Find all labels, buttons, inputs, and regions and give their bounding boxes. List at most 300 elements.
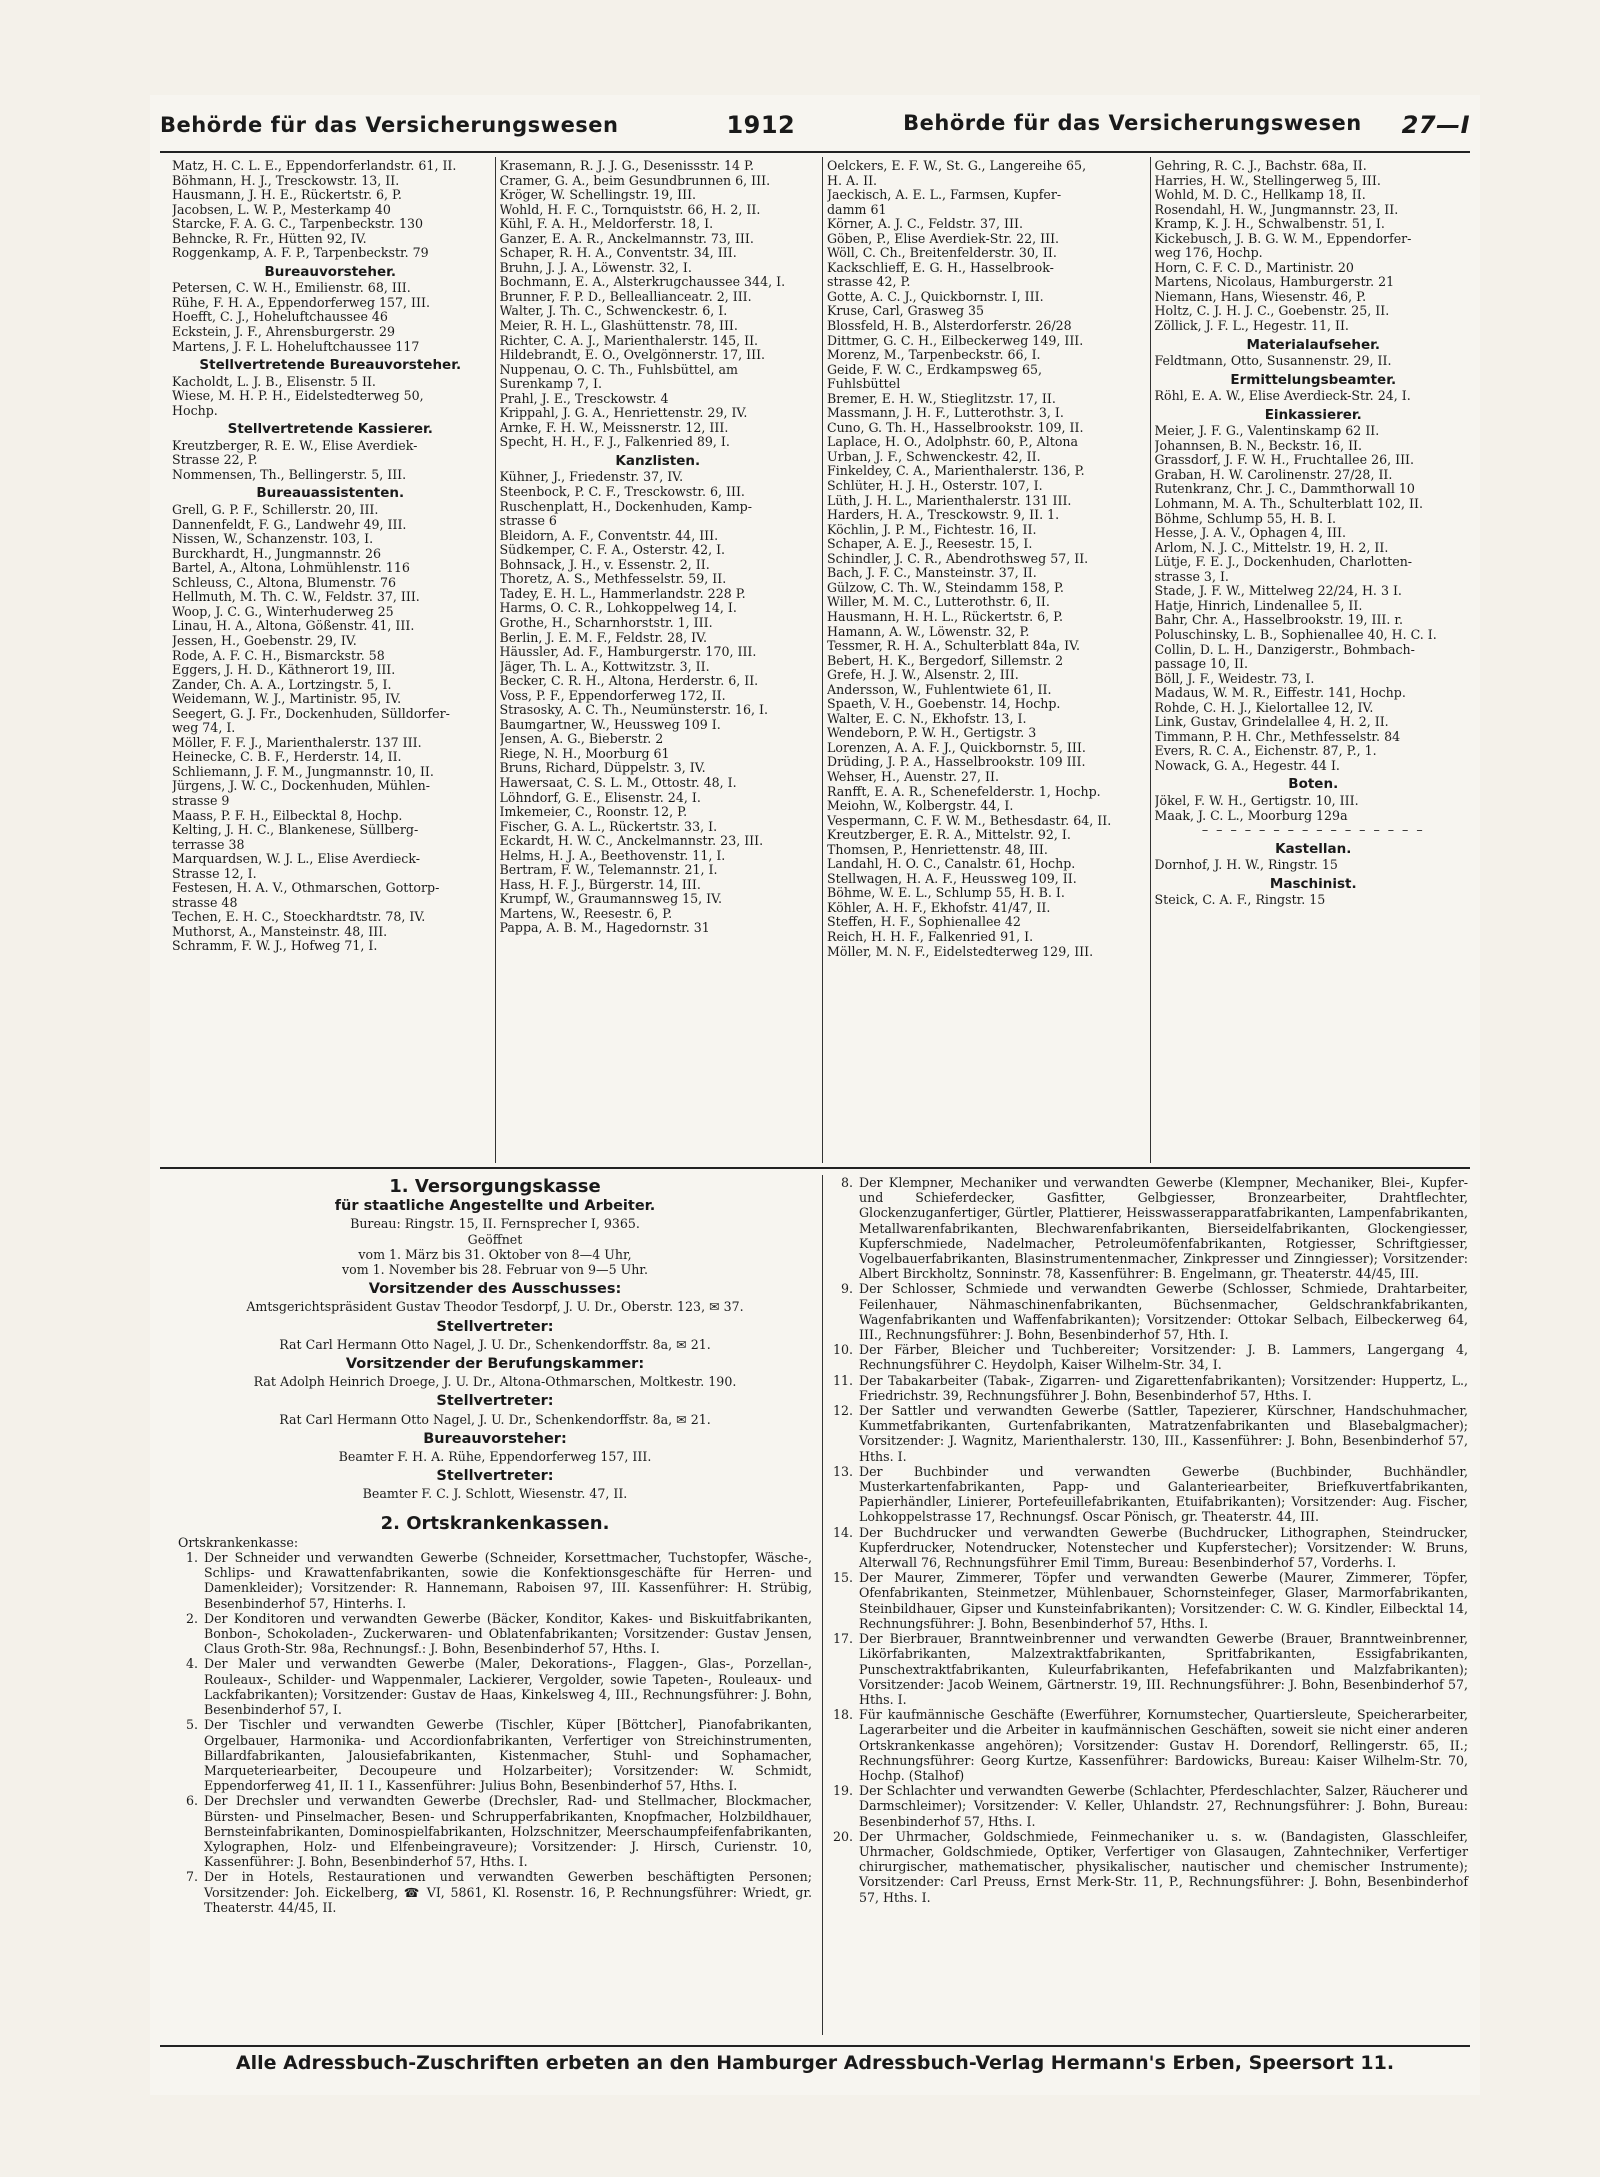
directory-entry: Hildebrandt, E. O., Övelgönnerstr. 17, III. bbox=[499, 348, 766, 363]
directory-entry: Nissen, W., Schanzenstr. 103, I. bbox=[172, 532, 374, 547]
kasse-list-item bbox=[178, 1611, 812, 1657]
kasse-number: 17. bbox=[833, 1631, 854, 1647]
stellvertreter-1: Rat Carl Hermann Otto Nagel, J. U. Dr., Schenkendorffstr. 8a, ✉ 21. bbox=[279, 1336, 711, 1352]
directory-entry: Martens, W., Reesestr. 6, P. bbox=[499, 906, 673, 921]
directory-entry: Niemann, Hans, Wiesenstr. 46, P. bbox=[1154, 289, 1367, 304]
lower-section bbox=[168, 1175, 1478, 2035]
directory-entry: Schramm, F. W. J., Hofweg 71, I. bbox=[172, 939, 378, 954]
staff-column-3 bbox=[823, 157, 1151, 1163]
directory-entry: Wohld, H. F. C., Tornquiststr. 66, H. 2, II. bbox=[499, 202, 761, 217]
kasse-description: Der Buchbinder und verwandten Gewerbe (Buchbinder, Buchhändler, Musterkartenfabrikanten, Papp- und Galanteriearbeiter, Briefkuvertfabrikanten, Papierhändler, Linierer, Portefeuillefabrikanten, Etuifabrikanten); Vorsitzender: Aug. Fischer, Lohkoppelstrasse 17, Rechnungsf. Oscar Pönisch, gr. Theaterstr. 44, III. bbox=[859, 1463, 1468, 1525]
directory-entry: Lüth, J. H. L., Marienthalerstr. 131 III. bbox=[827, 493, 1072, 508]
directory-entry: Fischer, G. A. L., Rückertstr. 33, I. bbox=[499, 819, 718, 834]
directory-entry: Brunner, F. P. D., Belleallianceatr. 2, III. bbox=[499, 289, 752, 304]
kasse-description: Der Schneider und verwandten Gewerbe (Schneider, Korsettmacher, Tuchstopfer, Wäsche-, Schlips- und Krawattenfabrikanten, sowie die Konfektionsgeschäfte für Herren- und Damenkleider); Vorsitzender: R. Hannemann, Raboisen 97, III. Kassenführer: H. Strübig, Besenbinderhof 57, Hinterhs. I. bbox=[204, 1550, 812, 1611]
dashed-divider: – – – – – – – – – – – – – – – – bbox=[1201, 822, 1425, 838]
directory-entry: Behncke, R. Fr., Hütten 92, IV. bbox=[172, 231, 367, 246]
directory-entry: Drüding, J. P. A., Hasselbrookstr. 109 III. bbox=[827, 755, 1086, 770]
directory-entry: Link, Gustav, Grindelallee 4, H. 2, II. bbox=[1154, 715, 1389, 730]
ortskrankenkasse-intro: Ortskrankenkasse: bbox=[178, 1534, 299, 1550]
directory-entry: Bartel, A., Altona, Lohmühlenstr. 116 bbox=[172, 561, 410, 576]
directory-entry: Roggenkamp, A. F. P., Tarpenbeckstr. 79 bbox=[172, 246, 429, 261]
section-heading: Bureauvorsteher. bbox=[264, 263, 396, 280]
versorgungskasse-title: 1. Versorgungskasse bbox=[389, 1176, 601, 1197]
versorgungskasse-subtitle: für staatliche Angestellte und Arbeiter. bbox=[334, 1198, 656, 1215]
section-heading: Ermittelungsbeamter. bbox=[1230, 371, 1397, 388]
kasse-list-item bbox=[833, 1829, 1468, 1905]
kasse-list-item bbox=[833, 1373, 1468, 1403]
directory-entry: Seegert, G. J. Fr., Dockenhuden, Sülldorfer- bbox=[172, 706, 450, 721]
directory-entry: Surenkamp 7, I. bbox=[499, 377, 602, 392]
directory-entry: Eckstein, J. F., Ahrensburgerstr. 29 bbox=[172, 325, 396, 340]
directory-entry: Rode, A. F. C. H., Bismarckstr. 58 bbox=[172, 648, 385, 663]
directory-entry: Berlin, J. E. M. F., Feldstr. 28, IV. bbox=[499, 630, 708, 645]
section-heading: Materialaufseher. bbox=[1246, 336, 1381, 353]
kasse-number: 10. bbox=[833, 1342, 854, 1358]
kasse-list-item bbox=[833, 1281, 1468, 1342]
directory-entry: H. A. II. bbox=[827, 173, 878, 188]
directory-entry: Cuno, G. Th. H., Hasselbrookstr. 109, II. bbox=[827, 420, 1084, 435]
directory-entry: Vespermann, C. F. W. M., Bethesdastr. 64, II. bbox=[827, 813, 1112, 828]
directory-entry: Dittmer, G. C. H., Eilbeckerweg 149, III. bbox=[827, 333, 1084, 348]
ortskrankenkassen-list-right bbox=[833, 1175, 1468, 1905]
kasse-list-item bbox=[833, 1342, 1468, 1372]
directory-entry: Collin, D. L. H., Danzigerstr., Bohmbach- bbox=[1154, 642, 1415, 657]
directory-entry: Dornhof, J. H. W., Ringstr. 15 bbox=[1154, 858, 1338, 873]
staff-columns bbox=[168, 157, 1478, 1163]
page-footer: Alle Adressbuch-Zuschriften erbeten an den Hamburger Adressbuch-Verlag Hermann's Erben, Speersort 11. bbox=[160, 2045, 1470, 2079]
directory-entry: Woop, J. C. G., Winterhuderweg 25 bbox=[172, 604, 394, 619]
kasse-description: Der Bierbrauer, Branntweinbrenner und verwandten Gewerbe (Brauer, Branntweinbrenner, Likörfabrikanten, Malzextraktfabrikanten, Spritfabrikanten, Essigfabrikanten, Punschextraktfabrikanten, Kuleurfabrikanten, Hefefabrikanten und Malzfabrikanten); Vorsitzender: Jacob Weinem, Gärtnerstr. 19, III. Rechnungsführer: J. Bohn, Besenbinderhof 57, Hths. I. bbox=[859, 1631, 1468, 1707]
directory-entry: Rohde, C. H. J., Kielortallee 12, IV. bbox=[1154, 700, 1374, 715]
kasse-list-item bbox=[833, 1175, 1468, 1281]
section-heading: Stellvertretende Kassierer. bbox=[227, 421, 433, 438]
kasse-list-item bbox=[833, 1570, 1468, 1631]
directory-page bbox=[150, 95, 1480, 2095]
directory-entry: Böhme, Schlump 55, H. B. I. bbox=[1154, 511, 1337, 526]
directory-entry: Reich, H. H. F., Falkenried 91, I. bbox=[827, 929, 1034, 944]
directory-entry: Riege, N. H., Moorburg 61 bbox=[499, 746, 670, 761]
directory-entry: Möller, F. F. J., Marienthalerstr. 137 III. bbox=[172, 735, 422, 750]
directory-entry: Kackschlieff, E. G. H., Hasselbrook- bbox=[827, 260, 1054, 275]
directory-entry: Oelckers, E. F. W., St. G., Langereihe 65, bbox=[827, 159, 1087, 173]
kasse-number: 12. bbox=[833, 1403, 854, 1419]
directory-entry: Bleidorn, A. F., Conventstr. 44, III. bbox=[499, 528, 719, 543]
directory-entry: Kühl, F. A. H., Meldorferstr. 18, I. bbox=[499, 217, 714, 232]
directory-entry: Bremer, E. H. W., Stieglitzstr. 17, II. bbox=[827, 391, 1056, 406]
directory-entry: Schliemann, J. F. M., Jungmannstr. 10, II. bbox=[172, 764, 434, 779]
directory-entry: Voss, P. F., Eppendorferweg 172, II. bbox=[499, 688, 726, 703]
directory-entry: Maak, J. C. L., Moorburg 129a bbox=[1154, 808, 1348, 823]
directory-entry: Laplace, H. O., Adolphstr. 60, P., Altona bbox=[827, 435, 1079, 450]
directory-entry: Zander, Ch. A. A., Lortzingstr. 5, I. bbox=[172, 677, 392, 692]
directory-entry: weg 176, Hochp. bbox=[1154, 246, 1263, 261]
directory-entry: Maass, P. F. H., Eilbecktal 8, Hochp. bbox=[172, 808, 403, 823]
kasse-number: 9. bbox=[840, 1281, 853, 1297]
kasse-list-item bbox=[833, 1464, 1468, 1525]
directory-entry: Blossfeld, H. B., Alsterdorferstr. 26/28 bbox=[827, 319, 1072, 334]
versorgungskasse-bureau: Bureau: Ringstr. 15, II. Fernsprecher I, 9365. bbox=[350, 1216, 640, 1232]
stellvertreter-2: Rat Carl Hermann Otto Nagel, J. U. Dr., Schenkendorffstr. 8a, ✉ 21. bbox=[279, 1411, 711, 1427]
kasse-description: Der in Hotels, Restaurationen und verwandten Gewerben beschäftigten Personen; Vorsitzender: Joh. Eickelberg, ☎ VI, 5861, Kl. Rosenstr. 16, P. Rechnungsführer: Wriedt, gr. Theaterstr. 44/45, II. bbox=[204, 1869, 812, 1915]
directory-entry: Walter, E. C. N., Ekhofstr. 13, I. bbox=[827, 711, 1027, 726]
directory-entry: Fuhlsbüttel bbox=[827, 377, 901, 392]
kasse-list-item bbox=[178, 1656, 812, 1717]
section-heading: Maschinist. bbox=[1269, 875, 1357, 892]
directory-entry: Bohnsack, J. H., v. Essenstr. 2, II. bbox=[499, 557, 710, 572]
directory-entry: Horn, C. F. C. D., Martinistr. 20 bbox=[1154, 260, 1354, 275]
directory-entry: Schaper, A. E. J., Reesestr. 15, I. bbox=[827, 537, 1033, 552]
directory-entry: Hochp. bbox=[172, 403, 218, 418]
directory-entry: damm 61 bbox=[827, 202, 887, 217]
kasse-number: 2. bbox=[185, 1610, 198, 1626]
directory-entry: Ranfft, E. A. R., Schenefelderstr. 1, Hochp. bbox=[827, 784, 1101, 799]
directory-entry: Grefe, H. J. W., Alsenstr. 2, III. bbox=[827, 668, 1019, 683]
directory-entry: Hoefft, C. J., Hoheluftchaussee 46 bbox=[172, 310, 388, 325]
directory-entry: Andersson, W., Fuhlentwiete 61, II. bbox=[827, 682, 1052, 697]
versorgungskasse-hours-1: vom 1. März bis 31. Oktober von 8—4 Uhr, bbox=[358, 1246, 632, 1262]
section-heading: Boten. bbox=[1288, 776, 1339, 793]
directory-entry: Jökel, F. W. H., Gertigstr. 10, III. bbox=[1154, 793, 1359, 808]
bureauvorsteher: Beamter F. H. A. Rühe, Eppendorferweg 157, III. bbox=[338, 1449, 652, 1465]
berufungskammer-heading: Vorsitzender der Berufungskammer: bbox=[345, 1356, 645, 1373]
directory-entry: Rutenkranz, Chr. J. C., Dammthorwall 10 bbox=[1154, 482, 1415, 497]
kasse-description: Der Tabakarbeiter (Tabak-, Zigarren- und Zigarettenfabrikanten); Vorsitzender: Huppertz, L., Friedrichstr. 39, Rechnungsführer J. Bohn, Besenbinderhof 57, Hths. I. bbox=[859, 1372, 1468, 1403]
directory-entry: Martens, J. F. L. Hoheluftchaussee 117 bbox=[172, 339, 420, 354]
directory-entry: Jensen, A. G., Bieberstr. 2 bbox=[499, 732, 664, 747]
versorgungskasse-hours-2: vom 1. November bis 28. Februar von 9—5 Uhr. bbox=[342, 1262, 648, 1278]
directory-entry: Grothe, H., Scharnhorststr. 1, III. bbox=[499, 615, 713, 630]
directory-entry: Eckardt, H. W. C., Anckelmannstr. 23, III. bbox=[499, 834, 764, 849]
directory-entry: Madaus, W. M. R., Eiffestr. 141, Hochp. bbox=[1154, 686, 1406, 701]
kasse-list-item bbox=[833, 1631, 1468, 1707]
page-header bbox=[160, 105, 1470, 145]
section-heading: Bureauassistenten. bbox=[256, 485, 405, 502]
kasse-description: Der Tischler und verwandten Gewerbe (Tischler, Küper [Böttcher], Pianofabrikanten, Orgelbauer, Harmonika- und Accordionfabrikanten, Verfertiger von Streichinstrumenten, Billardfabrikanten, Jalousiefabrikanten, Kistenmacher, Stuhl- und Sophamacher, Marqueteriearbeiter, Decoupeure und Holzarbeiter); Vorsitzender: W. Schmidt, Eppendorferweg 41, II. 1 I., Kassenführer: Julius Bohn, Besenbinderhof 57, Hths. I. bbox=[204, 1717, 812, 1794]
directory-entry: Wiese, M. H. P. H., Eidelstedterweg 50, bbox=[172, 389, 424, 404]
directory-entry: Kacholdt, L. J. B., Elisenstr. 5 II. bbox=[172, 374, 376, 389]
directory-entry: Krumpf, W., Graumannsweg 15, IV. bbox=[499, 892, 723, 907]
directory-entry: Wohld, M. D. C., Hellkamp 18, II. bbox=[1154, 188, 1366, 203]
directory-entry: Imkemeier, C., Roonstr. 12, P. bbox=[499, 805, 688, 820]
section-heading: Kanzlisten. bbox=[615, 452, 701, 469]
directory-entry: Eggers, J. H. D., Käthnerort 19, III. bbox=[172, 663, 396, 678]
directory-entry: Becker, C. R. H., Altona, Herderstr. 6, II. bbox=[499, 674, 759, 689]
kasse-description: Der Schlosser, Schmiede und verwandten Gewerbe (Schlosser, Schmiede, Drahtarbeiter, Feilenhauer, Nähmaschinenfabrikanten, Büchsenmacher, Geldschrankfabrikanten, Wagenfabrikanten und Waffenfabrikanten); Vorsitzender: Ottokar Selbach, Eilbeckerweg 64, III., Rechnungsführer: J. Bohn, Besenbinderhof 57, Hth. I. bbox=[859, 1281, 1468, 1343]
directory-entry: Köchlin, J. P. M., Fichtestr. 16, II. bbox=[827, 522, 1037, 537]
directory-entry: weg 74, I. bbox=[172, 721, 236, 736]
directory-entry: Graban, H. W. Carolinenstr. 27/28, II. bbox=[1154, 467, 1393, 482]
directory-entry: Krippahl, J. G. A., Henriettenstr. 29, IV. bbox=[499, 406, 748, 421]
directory-entry: Böhmann, H. J., Tresckowstr. 13, II. bbox=[172, 173, 400, 188]
lower-left-column bbox=[168, 1175, 823, 2035]
directory-entry: Richter, C. A. J., Marienthalerstr. 145, II. bbox=[499, 333, 759, 348]
kasse-description: Der Sattler und verwandten Gewerbe (Sattler, Tapezierer, Kürschner, Handschuhmacher, Kummetfabrikanten, Gurtenfabrikanten, Matratzenfabrikanten und Blasebalgmacher); Vorsitzender: J. Wagnitz, Marienthalerstr. 130, III., Kassenführer: J. Bohn, Besenbinderhof 57, Hths. I. bbox=[859, 1403, 1468, 1464]
directory-entry: Grassdorf, J. F. W. H., Fruchtallee 26, III. bbox=[1154, 453, 1415, 468]
directory-entry: Steenbock, P. C. F., Tresckowstr. 6, III. bbox=[499, 485, 745, 500]
kasse-list-item bbox=[178, 1717, 812, 1793]
directory-entry: Kickebusch, J. B. G. W. M., Eppendorfer- bbox=[1154, 231, 1412, 246]
kasse-list-item bbox=[833, 1783, 1468, 1829]
directory-entry: Linau, H. A., Altona, Gößenstr. 41, III. bbox=[172, 619, 415, 634]
directory-entry: Strasse 12, I. bbox=[172, 866, 257, 881]
kasse-number: 4. bbox=[185, 1656, 198, 1672]
directory-entry: Urban, J. F., Schwenckestr. 42, II. bbox=[827, 449, 1041, 464]
directory-entry: Prahl, J. E., Tresckowstr. 4 bbox=[499, 391, 669, 406]
directory-entry: Wendeborn, P. W. H., Gertigstr. 3 bbox=[827, 726, 1037, 741]
kasse-number: 11. bbox=[833, 1372, 854, 1388]
directory-entry: Südkemper, C. F. A., Osterstr. 42, I. bbox=[499, 543, 726, 558]
directory-entry: Hausmann, H. H. L., Rückertstr. 6, P. bbox=[827, 609, 1064, 624]
kasse-description: Der Konditoren und verwandten Gewerbe (Bäcker, Konditor, Kakes- und Biskuitfabrikanten, Bonbon-, Schokoladen-, Zuckerwaren- und Oblatenfabrikanten; Vorsitzender: Gustav Jensen, Claus Groth-Str. 98a, Rechnungsf.: J. Bohn, Besenbinderhof 57, Hths. I. bbox=[204, 1610, 812, 1657]
lower-right-column bbox=[823, 1175, 1478, 2035]
directory-entry: Petersen, C. W. H., Emilienstr. 68, III. bbox=[172, 281, 411, 296]
directory-entry: Geide, F. W. C., Erdkampsweg 65, bbox=[827, 362, 1042, 377]
directory-entry: Lorenzen, A. A. F. J., Quickbornstr. 5, III. bbox=[827, 740, 1086, 755]
directory-entry: Specht, H. H., F. J., Falkenried 89, I. bbox=[499, 435, 730, 450]
kasse-list-item bbox=[178, 1869, 812, 1915]
directory-entry: Ruschenplatt, H., Dockenhuden, Kamp- bbox=[499, 499, 752, 514]
directory-entry: Marquardsen, W. J. L., Elise Averdieck- bbox=[172, 852, 421, 867]
directory-entry: Landahl, H. O. C., Canalstr. 61, Hochp. bbox=[827, 857, 1076, 872]
staff-column-4 bbox=[1151, 157, 1479, 1163]
directory-entry: Hellmuth, M. Th. C. W., Feldstr. 37, III. bbox=[172, 590, 420, 605]
stellvertreter-3: Beamter F. C. J. Schlott, Wiesenstr. 47, II. bbox=[362, 1486, 628, 1502]
directory-entry: Hawersaat, C. S. L. M., Ottostr. 48, I. bbox=[499, 775, 737, 790]
directory-entry: Tadey, E. H. L., Hammerlandstr. 228 P. bbox=[499, 586, 746, 601]
directory-entry: Stellwagen, H. A. F., Heussweg 109, II. bbox=[827, 871, 1077, 886]
directory-entry: Jürgens, J. W. C., Dockenhuden, Mühlen- bbox=[172, 779, 431, 794]
directory-entry: Heinecke, C. B. F., Herderstr. 14, II. bbox=[172, 750, 402, 765]
directory-entry: Lohmann, M. A. Th., Schulterblatt 102, II. bbox=[1154, 497, 1423, 512]
directory-entry: Kruse, Carl, Grasweg 35 bbox=[827, 304, 985, 319]
directory-entry: Wöll, C. Ch., Breitenfelderstr. 30, II. bbox=[827, 246, 1057, 261]
kasse-number: 8. bbox=[840, 1175, 853, 1190]
directory-entry: Ganzer, E. A. R., Anckelmannstr. 73, III. bbox=[499, 231, 754, 246]
stellvertreter-heading-1: Stellvertreter: bbox=[436, 1318, 554, 1335]
directory-entry: Willer, M. M. C., Lutterothstr. 6, II. bbox=[827, 595, 1050, 610]
directory-entry: strasse 6 bbox=[499, 514, 557, 529]
directory-entry: Köhler, A. H. F., Ekhofstr. 41/47, II. bbox=[827, 900, 1051, 915]
directory-entry: Steick, C. A. F., Ringstr. 15 bbox=[1154, 893, 1326, 908]
directory-entry: Strasosky, A. C. Th., Neumünsterstr. 16, I. bbox=[499, 703, 769, 718]
kasse-description: Der Buchdrucker und verwandten Gewerbe (Buchdrucker, Lithographen, Steindrucker, Kupferdrucker, Notendrucker, Notenstecher und Kupferstecher); Vorsitzender: W. Bruns, Alterwall 76, Rechnungsführer Emil Timm, Bureau: Besenbinderhof 57, Vorderhs. I. bbox=[859, 1524, 1468, 1571]
vorsitzender: Amtsgerichtspräsident Gustav Theodor Tesdorpf, J. U. Dr., Oberstr. 123, ✉ 37. bbox=[246, 1299, 744, 1315]
directory-entry: Starcke, F. A. G. C., Tarpenbeckstr. 130 bbox=[172, 217, 424, 232]
directory-entry: Kreutzberger, E. R. A., Mittelstr. 92, I. bbox=[827, 828, 1071, 843]
directory-entry: Nommensen, Th., Bellingerstr. 5, III. bbox=[172, 467, 407, 482]
directory-entry: Jäger, Th. L. A., Kottwitzstr. 3, II. bbox=[499, 659, 710, 674]
directory-entry: Grell, G. P. F., Schillerstr. 20, III. bbox=[172, 503, 379, 518]
directory-entry: Gehring, R. C. J., Bachstr. 68a, II. bbox=[1154, 159, 1367, 173]
directory-entry: Meiohn, W., Kolbergstr. 44, I. bbox=[827, 799, 1014, 814]
directory-entry: Bahr, Chr. A., Hasselbrookstr. 19, III. r. bbox=[1154, 613, 1404, 628]
directory-entry: Gülzow, C. Th. W., Steindamm 158, P. bbox=[827, 580, 1064, 595]
directory-entry: Lütje, F. E. J., Dockenhuden, Charlotten- bbox=[1154, 555, 1413, 570]
staff-column-2 bbox=[496, 157, 824, 1163]
directory-entry: Walter, J. Th. C., Schwenckestr. 6, I. bbox=[499, 304, 728, 319]
page-number: 27—I bbox=[1401, 111, 1470, 139]
directory-entry: Kröger, W. Schellingstr. 19, III. bbox=[499, 188, 697, 203]
directory-entry: Steffen, H. F., Sophienallee 42 bbox=[827, 915, 1021, 930]
directory-entry: Cramer, G. A., beim Gesundbrunnen 6, III. bbox=[499, 173, 771, 188]
kasse-description: Der Färber, Bleicher und Tuchbereiter; Vorsitzender: J. B. Lammers, Langergang 4, Rechnungsführer C. Heydolph, Kaiser Wilhelm-Str. 34, I. bbox=[859, 1342, 1468, 1373]
directory-entry: Massmann, J. H. F., Lutterothstr. 3, I. bbox=[827, 406, 1064, 421]
directory-entry: Evers, R. C. A., Eichenstr. 87, P., 1. bbox=[1154, 744, 1377, 759]
directory-entry: Nowack, G. A., Hegestr. 44 I. bbox=[1154, 758, 1340, 773]
directory-entry: Weidemann, W. J., Martinistr. 95, IV. bbox=[172, 692, 402, 707]
directory-entry: Pappa, A. B. M., Hagedornstr. 31 bbox=[499, 921, 710, 936]
directory-entry: Thomsen, P., Henriettenstr. 48, III. bbox=[827, 842, 1048, 857]
directory-entry: Röhl, E. A. W., Elise Averdieck-Str. 24, I. bbox=[1154, 389, 1411, 404]
directory-entry: Nuppenau, O. C. Th., Fuhlsbüttel, am bbox=[499, 362, 738, 377]
directory-entry: Bochmann, E. A., Alsterkrugchaussee 344, I. bbox=[499, 275, 786, 290]
kasse-list-item bbox=[833, 1525, 1468, 1571]
directory-entry: Meier, R. H. L., Glashüttenstr. 78, III. bbox=[499, 319, 738, 334]
kasse-list-item bbox=[178, 1550, 812, 1611]
directory-entry: Kühner, J., Friedenstr. 37, IV. bbox=[499, 470, 684, 485]
directory-entry: Löhndorf, G. E., Elisenstr. 24, I. bbox=[499, 790, 701, 805]
directory-entry: Dannenfeldt, F. G., Landwehr 49, III. bbox=[172, 517, 407, 532]
header-year: 1912 bbox=[726, 111, 796, 139]
kasse-list-item bbox=[178, 1793, 812, 1869]
kasse-number: 19. bbox=[833, 1783, 854, 1799]
directory-entry: Stade, J. F. W., Mittelweg 22/24, H. 3 I. bbox=[1154, 584, 1402, 599]
directory-entry: Spaeth, V. H., Goebenstr. 14, Hochp. bbox=[827, 697, 1061, 712]
kasse-description: Der Maler und verwandten Gewerbe (Maler, Dekorations-, Flaggen-, Glas-, Porzellan-, Rouleaux-, Schilder- und Wappenmaler, Lackierer, Vergolder, sowie Tapeten-, Rouleaux- und Lackfabrikanten); Vorsitzender: Gustav de Haas, Kinkelsweg 4, III., Rechnungsführer: J. Bohn, Besenbinderhof 57, I. bbox=[204, 1656, 812, 1718]
directory-entry: Häussler, Ad. F., Hamburgerstr. 170, III. bbox=[499, 645, 757, 660]
kasse-description: Der Maurer, Zimmerer, Töpfer und verwandten Gewerbe (Maurer, Zimmerer, Töpfer, Ofenfabrikanten, Steinmetzer, Mühlenbauer, Schornsteinfeger, Glaser, Marmorfabrikanten, Steinbildhauer, Gipser und Kunsteinfabrikanten); Vorsitzender: C. W. G. Kindler, Eilbecktal 14, Rechnungsführer: J. Bohn, Besenbinderhof 57, Hths. I. bbox=[859, 1570, 1468, 1631]
directory-entry: Kelting, J. H. C., Blankenese, Süllberg- bbox=[172, 823, 419, 838]
directory-entry: Kreutzberger, R. E. W., Elise Averdiek- bbox=[172, 438, 418, 453]
kasse-number: 14. bbox=[833, 1524, 854, 1540]
directory-entry: Rühe, F. H. A., Eppendorferweg 157, III. bbox=[172, 295, 430, 310]
directory-entry: Hesse, J. A. V., Ophagen 4, III. bbox=[1154, 526, 1346, 541]
section-heading: Stellvertretende Bureauvorsteher. bbox=[199, 357, 462, 374]
directory-entry: Arnke, F. H. W., Meissnerstr. 12, III. bbox=[499, 420, 729, 435]
kasse-description: Der Klempner, Mechaniker und verwandten Gewerbe (Klempner, Mechaniker, Blei-, Kupfer- und Schieferdecker, Gasfitter, Gelbgiesser, Bronzearbeiter, Drahtflechter, Glockenzuganfertiger, Gürtler, Plattierer, Heisswasserapparatfabrikanten, Lampenfabrikanten, Metallwarenfabrikanten, Blechwarenfabrikanten, Bierseidelfabrikanten, Glockengiesser, Kupferschmiede, Nadelmacher, Petroleumöfenfabrikanten, Rotgiesser, Schriftgiesser, Vogelbauerfabrikanten, Blasinstrumentenmacher, Zinkpresser und Zinngiesser); Vorsitzender: Albert Birckholtz, Sonninstr. 78, Kassenführer: B. Engelmann, gr. Theaterstr. 44/45, III. bbox=[859, 1175, 1468, 1282]
directory-entry: Gotte, A. C. J., Quickbornstr. I, III. bbox=[827, 289, 1044, 304]
header-rule bbox=[160, 151, 1470, 153]
kasse-number: 1. bbox=[185, 1550, 198, 1566]
directory-entry: Hamann, A. W., Löwenstr. 32, P. bbox=[827, 624, 1030, 639]
directory-entry: Matz, H. C. L. E., Eppendorferlandstr. 61, II. bbox=[172, 159, 457, 173]
directory-entry: Göben, P., Elise Averdiek-Str. 22, III. bbox=[827, 231, 1060, 246]
directory-entry: passage 10, II. bbox=[1154, 657, 1249, 672]
directory-entry: Thoretz, A. S., Methfesselstr. 59, II. bbox=[499, 572, 727, 587]
kasse-number: 5. bbox=[185, 1717, 198, 1733]
directory-entry: Bruhn, J. J. A., Löwenstr. 32, I. bbox=[499, 260, 692, 275]
directory-entry: Arlom, N. J. C., Mittelstr. 19, H. 2, II. bbox=[1154, 540, 1389, 555]
directory-entry: Böhme, W. E. L., Schlump 55, H. B. I. bbox=[827, 886, 1065, 901]
directory-entry: Jessen, H., Goebenstr. 29, IV. bbox=[172, 633, 357, 648]
directory-entry: Strasse 22, P. bbox=[172, 453, 258, 468]
ortskrankenkassen-list-left bbox=[178, 1550, 812, 1915]
kasse-description: Für kaufmännische Geschäfte (Ewerführer, Kornumstecher, Quartiersleute, Speicherarbeiter, Lagerarbeiter und die Arbeiter in kaufmännischen Geschäften, soweit sie nicht einer anderen Ortskrankenkasse angehören); Vorsitzender: Gustav H. Dorendorf, Rellingerstr. 65, II.; Rechnungsführer: Georg Kurtze, Kassenführer: Bardowicks, Bureau: Kaiser Wilhelm-Str. 70, Hochp. (Stalhof) bbox=[859, 1707, 1468, 1783]
directory-entry: Zöllick, J. F. L., Hegestr. 11, II. bbox=[1154, 319, 1349, 334]
directory-entry: Helms, H. J. A., Beethovenstr. 11, I. bbox=[499, 848, 726, 863]
directory-entry: Festesen, H. A. V., Othmarschen, Gottorp- bbox=[172, 881, 440, 896]
kasse-number: 7. bbox=[185, 1869, 198, 1885]
berufungskammer: Rat Adolph Heinrich Droege, J. U. Dr., Altona-Othmarschen, Moltkestr. 190. bbox=[253, 1374, 737, 1390]
directory-entry: Wehser, H., Auenstr. 27, II. bbox=[827, 769, 999, 784]
directory-entry: Bach, J. F. C., Mansteinstr. 37, II. bbox=[827, 566, 1037, 581]
kasse-number: 13. bbox=[833, 1463, 854, 1479]
directory-entry: Bebert, H. K., Bergedorf, Sillemstr. 2 bbox=[827, 653, 1064, 668]
stellvertreter-heading-3: Stellvertreter: bbox=[436, 1468, 554, 1485]
directory-entry: Johannsen, B. N., Beckstr. 16, II. bbox=[1154, 438, 1363, 453]
directory-entry: Morenz, M., Tarpenbeckstr. 66, I. bbox=[827, 348, 1041, 363]
directory-entry: Holtz, C. J. H. J. C., Goebenstr. 25, II. bbox=[1154, 304, 1390, 319]
staff-column-1 bbox=[168, 157, 496, 1163]
directory-entry: Hatje, Hinrich, Lindenallee 5, II. bbox=[1154, 598, 1363, 613]
directory-entry: Krasemann, R. J. J. G., Desenissstr. 14 P. bbox=[499, 159, 754, 173]
directory-entry: Hausmann, J. H. E., Rückertstr. 6, P. bbox=[172, 188, 402, 203]
bureauvorsteher-heading: Bureauvorsteher: bbox=[423, 1430, 567, 1447]
directory-entry: strasse 3, I. bbox=[1154, 569, 1229, 584]
kasse-number: 20. bbox=[833, 1828, 854, 1844]
directory-entry: terrasse 38 bbox=[172, 837, 245, 852]
vorsitzender-heading: Vorsitzender des Ausschusses: bbox=[368, 1281, 622, 1298]
header-right-title: Behörde für das Versicherungswesen bbox=[903, 111, 1362, 135]
section-heading: Einkassierer. bbox=[1264, 406, 1362, 423]
directory-entry: Kramp, K. J. H., Schwalbenstr. 51, I. bbox=[1154, 217, 1385, 232]
directory-entry: Meier, J. F. G., Valentinskamp 62 II. bbox=[1154, 424, 1380, 439]
directory-entry: Hass, H. F. J., Bürgerstr. 14, III. bbox=[499, 877, 701, 892]
directory-entry: Finkeldey, C. A., Marienthalerstr. 136, P. bbox=[827, 464, 1085, 479]
kasse-list-item bbox=[833, 1707, 1468, 1783]
kasse-number: 6. bbox=[185, 1793, 198, 1809]
section-rule bbox=[160, 1167, 1470, 1169]
kasse-description: Der Uhrmacher, Goldschmiede, Feinmechaniker u. s. w. (Bandagisten, Glasschleifer, Uhrmacher, Goldschmiede, Optiker, Verfertiger von Glasaugen, Zahntechniker, Verfertiger chirurgischer, mathematischer, physikalischer, nautischer und chemischer Instrumente); Vorsitzender: Carl Preuss, Ernst Merk-Str. 11, P., Rechnungsführer: J. Bohn, Besenbinderhof 57, Hths. I. bbox=[859, 1828, 1468, 1905]
directory-entry: Muthorst, A., Mansteinstr. 48, III. bbox=[172, 924, 388, 939]
directory-entry: Martens, Nicolaus, Hamburgerstr. 21 bbox=[1154, 275, 1395, 290]
directory-entry: Rosendahl, H. W., Jungmannstr. 23, II. bbox=[1154, 202, 1399, 217]
directory-entry: Schleuss, C., Altona, Blumenstr. 76 bbox=[172, 575, 396, 590]
directory-entry: Burckhardt, H., Jungmannstr. 26 bbox=[172, 546, 382, 561]
directory-entry: Harders, H. A., Tresckowstr. 9, II. 1. bbox=[827, 508, 1060, 523]
header-left-title: Behörde für das Versicherungswesen bbox=[160, 113, 619, 137]
directory-entry: Timmann, P. H. Chr., Methfesselstr. 84 bbox=[1154, 729, 1401, 744]
kasse-description: Der Drechsler und verwandten Gewerbe (Drechsler, Rad- und Stellmacher, Blockmacher, Bürsten- und Pinselmacher, Besen- und Schrupperfabrikanten, Knopfmacher, Holzbildhauer, Bernsteinfabrikanten, Dominospielfabrikanten, Holzschnitzer, Meerschaumpfeifenfabrikanten, Xylographen, Holz- und Elfenbeingraveure); Vorsitzender: J. Hirsch, Curienstr. 10, Kassenführer: J. Bohn, Besenbinderhof 57, Hths. I. bbox=[204, 1793, 812, 1870]
stellvertreter-heading-2: Stellvertreter: bbox=[436, 1393, 554, 1410]
kasse-description: Der Schlachter und verwandten Gewerbe (Schlachter, Pferdeschlachter, Salzer, Räucherer und Darmschleimer); Vorsitzender: V. Keller, Uhlandstr. 27, Rechnungsführer: J. Bohn, Bureau: Besenbinderhof 57, Hths. I. bbox=[859, 1783, 1468, 1829]
directory-entry: strasse 9 bbox=[172, 793, 230, 808]
directory-entry: Böll, J. F., Weidestr. 73, I. bbox=[1154, 671, 1315, 686]
directory-entry: Feldtmann, Otto, Susannenstr. 29, II. bbox=[1154, 354, 1392, 369]
directory-entry: Jacobsen, L. W. P., Mesterkamp 40 bbox=[172, 202, 391, 217]
directory-entry: Baumgartner, W., Heussweg 109 I. bbox=[499, 717, 721, 732]
directory-entry: Körner, A. J. C., Feldstr. 37, III. bbox=[827, 217, 1023, 232]
kasse-number: 18. bbox=[833, 1707, 854, 1723]
directory-entry: Bertram, F. W., Telemannstr. 21, I. bbox=[499, 863, 718, 878]
versorgungskasse-open-label: Geöffnet bbox=[467, 1231, 523, 1247]
directory-entry: Tessmer, R. H. A., Schulterblatt 84a, IV. bbox=[827, 639, 1081, 654]
directory-entry: Jaeckisch, A. E. L., Farmsen, Kupfer- bbox=[827, 188, 1062, 203]
directory-entry: Schindler, J. C. R., Abendrothsweg 57, II. bbox=[827, 551, 1089, 566]
kasse-list-item bbox=[833, 1403, 1468, 1464]
directory-entry: strasse 48 bbox=[172, 895, 238, 910]
section-heading: Kastellan. bbox=[1275, 840, 1352, 857]
directory-entry: Schaper, R. H. A., Conventstr. 34, III. bbox=[499, 246, 737, 261]
directory-entry: Techen, E. H. C., Stoeckhardtstr. 78, IV. bbox=[172, 910, 426, 925]
kasse-number: 15. bbox=[833, 1570, 854, 1586]
ortskrankenkassen-title: 2. Ortskrankenkassen. bbox=[380, 1512, 610, 1534]
directory-entry: Harries, H. W., Stellingerweg 5, III. bbox=[1154, 173, 1381, 188]
directory-entry: Schlüter, H. J. H., Osterstr. 107, I. bbox=[827, 479, 1043, 494]
directory-entry: Harms, O. C. R., Lohkoppelweg 14, I. bbox=[499, 601, 737, 616]
directory-entry: Bruns, Richard, Düppelstr. 3, IV. bbox=[499, 761, 706, 776]
